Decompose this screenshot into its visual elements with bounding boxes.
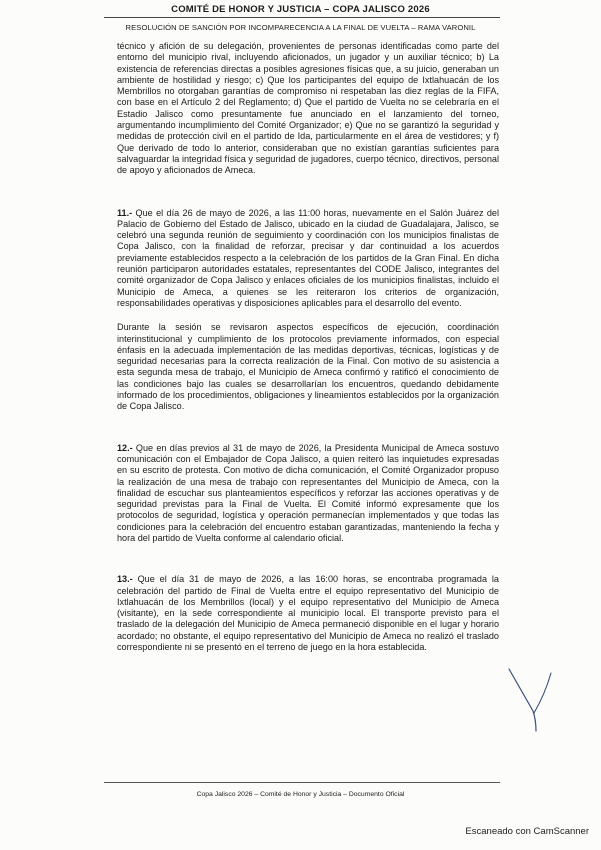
page-header-subtitle: RESOLUCIÓN DE SANCIÓN POR INCOMPARECENCIA A LA FINAL DE VUELTA – RAMA VARONIL (125, 23, 476, 32)
footer-divider (104, 782, 500, 783)
intro-paragraph: técnico y afición de su delegación, provenientes de personas identificadas como parte del entorno del municipio rival, incluyendo aficionados, un jugador y un auxiliar técnico; b) La existencia de referencias directas a posibles agresiones físicas que, a su juicio, generaban un ambiente de hostilidad y riesgo; c) Que los participantes del equipo de Ixtlahuacán de los Membrillos no otorgaban garantías de compromiso ni respetaban las diez reglas de la FIFA, con base en el Artículo 2 del Reglamento; d) Que el partido de Vuelta no se celebraría en el Estadio Jalisco como presuntamente fue anunciado en el lanzamiento del torneo, argumentando incumplimiento del Comité Organizador; e) Que no se garantizó la seguridad y medidas de protección civil en el partido de Ida, particularmente en el área de vestidores; y f) Que derivado de todo lo anterior, consideraban que no existían garantías suficientes para salvaguardar la integridad física y seguridad de jugadores, cuerpo técnico, directivos, personal de apoyo y aficionados de Ameca. (117, 41, 499, 176)
section-11-paragraph-2: Durante la sesión se revisaron aspectos específicos de ejecución, coordinación interinstitucional y cumplimiento de los protocolos previamente informados, con especial énfasis en la adecuada implementación de las medidas deportivas, técnicas, logísticas y de seguridad necesarias para la correcta realización de la Final. Con motivo de su asistencia a esta segunda mesa de trabajo, el Municipio de Ameca confirmó y ratificó el conocimiento de las condiciones bajo las cuales se desarrollarían los encuentros, quedando debidamente informado de los procedimientos, obligaciones y lineamientos establecidos por la organización de Copa Jalisco. (117, 322, 499, 412)
section-12-text-1: Que en días previos al 31 de mayo de 2026, la Presidenta Municipal de Ameca sostuvo comunicación con el Embajador de Copa Jalisco, a quien reiteró las inquietudes expresadas en su escrito de protesta. Con motivo de dicha comunicación, el Comité Organizador propuso la realización de una mesa de trabajo con representantes del Municipio de Ameca, con la finalidad de escuchar sus planteamientos específicos y reforzar las acciones operativas y de seguridad previstas para la Final de Vuelta. El Comité informó expresamente que los protocolos de seguridad, logística y operación permanecían implementados y que todas las condiciones para la celebración del encuentro estaban garantizadas, manteniendo la fecha y hora del partido de Vuelta conforme al calendario oficial. (117, 442, 500, 543)
page-footer: Copa Jalisco 2026 – Comité de Honor y Justicia – Documento Oficial (196, 791, 405, 798)
handwritten-signature (505, 665, 555, 735)
section-12-number: 12.- (117, 442, 133, 453)
section-11-number: 11.- (117, 207, 133, 218)
document-body (117, 41, 499, 653)
section-13-number: 13.- (117, 574, 133, 585)
section-11-text-1: Que el día 26 de mayo de 2026, a las 11:00 horas, nuevamente en el Salón Juárez del Palacio de Gobierno del Estado de Jalisco, ubicado en la ciudad de Guadalajara, Jalisco, se celebró una segunda reunión de seguimiento y coordinación con los municipios finalistas de Copa Jalisco, con la finalidad de reforzar, precisar y dar continuidad a los acuerdos previamente establecidos respecto a la celebración de los partidos de la Gran Final. En dicha reunión participaron autoridades estatales, representantes del CODE Jalisco, integrantes del comité organizador de Copa Jalisco y enlaces oficiales de los municipios finalistas, incluido el Municipio de Ameca, a quienes se les reiteraron los criterios de organización, responsabilidades operativas y disposiciones aplicables para el desarrollo del evento. (117, 207, 499, 308)
section-13-paragraph-1 (117, 574, 499, 653)
section-11-paragraph-1 (117, 208, 499, 310)
section-13-text-1: Que el día 31 de mayo de 2026, a las 16:00 horas, se encontraba programada la celebración del partido de Final de Vuelta entre el equipo representativo del Municipio de Ixtlahuacán de los Membrillos (local) y el equipo representativo del Municipio de Ameca (visitante), en la sede correspondiente al municipio local. El transporte previsto para el traslado de la delegación del Municipio de Ameca permaneció disponible en el lugar y horario acordado; no obstante, el equipo representativo del Municipio de Ameca no realizó el traslado correspondiente ni se presentó en el terreno de juego en la hora establecida. (117, 574, 499, 653)
scanner-watermark: Escaneado con CamScanner (465, 826, 589, 837)
header-divider (104, 17, 500, 18)
section-12-paragraph-1 (117, 443, 499, 545)
page-header-title: COMITÉ DE HONOR Y JUSTICIA – COPA JALISCO 2026 (171, 4, 430, 15)
